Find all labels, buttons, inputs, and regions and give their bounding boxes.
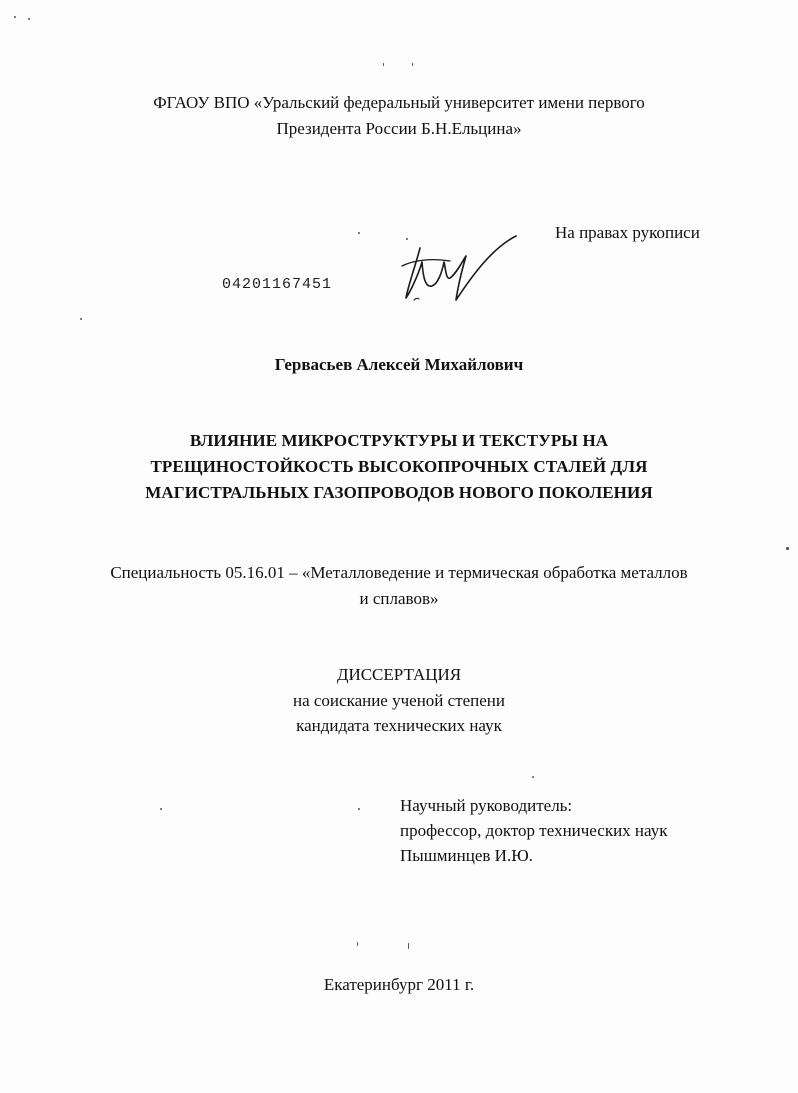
supervisor-position: профессор, доктор технических наук [400, 821, 668, 840]
scan-speck [406, 238, 408, 240]
institution-line-2: Президента России Б.Н.Ельцина» [276, 119, 522, 138]
supervisor-name: Пышминцев И.Ю. [400, 846, 533, 865]
archive-number: 04201167451 [222, 276, 333, 293]
scan-speck [14, 16, 16, 18]
scan-speck [358, 232, 360, 234]
title-line-2: ТРЕЩИНОСТОЙКОСТЬ ВЫСОКОПРОЧНЫХ СТАЛЕЙ ДЛЯ [150, 457, 648, 476]
scan-speck [358, 808, 360, 810]
institution-line-1: ФГАОУ ВПО «Уральский федеральный университет имени первого [153, 93, 645, 112]
scan-speck [160, 808, 162, 810]
scan-speck [786, 547, 789, 550]
scan-speck [412, 63, 413, 66]
title-line-3: МАГИСТРАЛЬНЫХ ГАЗОПРОВОДОВ НОВОГО ПОКОЛЕНИЯ [145, 483, 653, 502]
dissertation-line-2: кандидата технических наук [296, 716, 502, 735]
scan-speck [383, 63, 384, 66]
scan-speck [28, 18, 30, 20]
author-name: Гервасьев Алексей Михайлович [274, 355, 524, 374]
scan-speck [408, 943, 409, 949]
supervisor-label: Научный руководитель: [400, 796, 573, 815]
dissertation-line-1: на соискание ученой степени [292, 691, 506, 710]
scan-speck [532, 776, 534, 778]
manuscript-note: На правах рукописи [555, 223, 700, 242]
scan-speck [80, 318, 82, 320]
specialty-line-2: и сплавов» [359, 589, 439, 608]
scan-speck [357, 942, 358, 946]
city-year: Екатеринбург 2011 г. [323, 975, 475, 994]
title-line-1: ВЛИЯНИЕ МИКРОСТРУКТУРЫ И ТЕКСТУРЫ НА [189, 431, 609, 450]
dissertation-heading: ДИССЕРТАЦИЯ [336, 665, 462, 684]
specialty-line-1: Специальность 05.16.01 – «Металловедение и термическая обработка металлов [110, 563, 688, 582]
signature-icon [392, 228, 520, 306]
